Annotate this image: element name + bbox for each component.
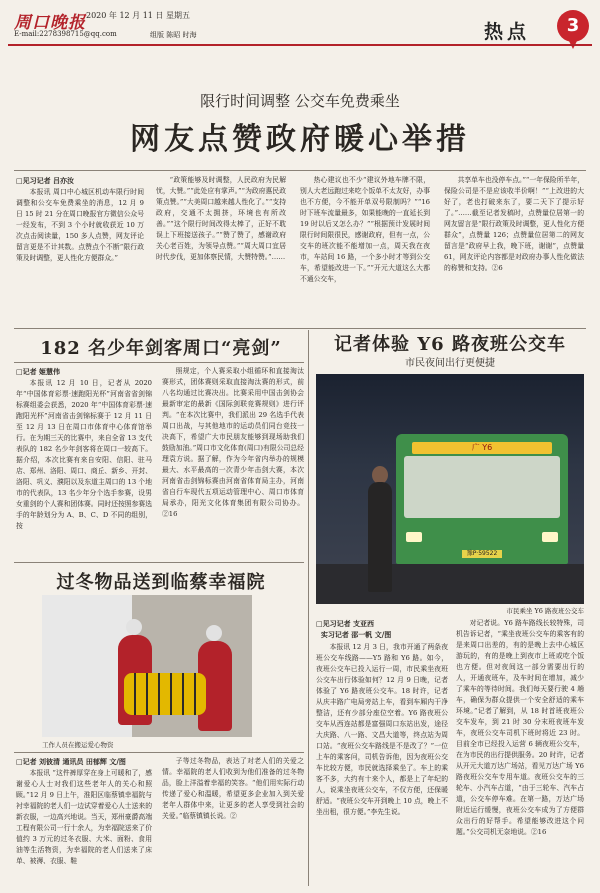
supply-bag bbox=[124, 673, 206, 715]
night-bus-photo bbox=[316, 374, 584, 604]
contact-email: E-mail:2278398715@qq.com bbox=[14, 30, 117, 38]
bus-photo-caption: 市民乘坐 Y6 路夜班公交车 bbox=[506, 607, 584, 615]
lead-col3-text: 热心建议也不少“建议外地车牌不限，别人大老远跑过来吃个饭单不太友好，办事也不方便，今不能开单双号限制吗？”“16 时下班车流量最多，如果能晚的一直延长到 19 时以后又怎么办？”“根据预计发展时间限行时间限很民，感谢政府，但有一点，公交车的班次能不能增加一点，周天我在夜市，车站间 16 路，一个多小时才等到公交车，希望能改进一下。”“开元大道这么大都不通公交车， bbox=[300, 176, 430, 283]
sword-byline: □记者 姬慧伟 bbox=[16, 367, 61, 376]
bus-column-2 bbox=[456, 618, 584, 886]
goods-column-1 bbox=[16, 768, 152, 886]
worker-right-head bbox=[206, 625, 222, 641]
sword-col1-text: 本报讯 12 月 10 日，记者从 2020 年“中国体育彩票·速跑阳光杯”河南省省剑锦标赛组委会获悉，2020 年“中国体育彩票·速跑阳光杯”河南省击剑锦标赛于 12 月 11 日至 12 月 13 日在周口市体育中心体育馆举行。在为期三天的比赛中，来自全省 13 支代表队的 182 名少年剑客将在周口一较高下。据介绍，本次比赛有来自安阳、信阳、驻马店、郑州、洛阳、周口、商丘、新乡、开封、洛阳、巩义、濮阳以及东道主周口的 13 个地市的代表队，13 名少年分个选手参赛，设男女重剑的个人赛和团体赛。同时还按照参赛选手的年龄划分为 A、B、C、D 不同的组别，按 bbox=[16, 379, 152, 530]
goods-byline: □记者 刘彼清 通讯员 田郁辉 文/图 bbox=[16, 757, 126, 766]
lead-kicker: 限行时间调整 公交车免费乘坐 bbox=[200, 92, 400, 110]
lead-col4-text: 共享单车也没停车点。”“一年保险所半年，保险公司是不是应该收半价啊！”“上改进的大好了，老也打破来东了，要二天下了提示好了。”……截至记者发稿时，点赞量位居第一的网友留言是“限行政策及时调整，更人性化方便群众”，点赞量 126；点赞量位居第二的网友留言是“政府早上我，晚下班，谢谢”，点赞量 61，网友评论内容都是对政府办事人性化做法的称赞和支持。②6 bbox=[444, 176, 584, 272]
lead-column-1 bbox=[16, 187, 144, 324]
sword-col2-text: 照规定，个人赛采取小组循环和直接淘汰赛形式，团体赛则采取直接淘汰赛的形式，前八名均通过比赛决出。比赛采用中国击剑协会最新审定的最新《国际剑联竞赛规则》进行评判。“在本次比赛中，我们派出 29 名选手代表周口出战，与其他地市的运动员们同台竞技一决高下，希望广大市民朋友能够到现场助我们鼓励加油。”周口市文化体育(周口)有限公司总经理袁方说。据了解，作为今年省内举办的规模最大、水平最高的一次青少年击剑大赛，本次河南省击剑锦标赛由河南省体育局主办，河南省自行车现代五项运动管理中心、周口市体育局承办，阳光文化体育集团有限公司协办。②16 bbox=[162, 367, 304, 518]
lead-byline: □见习记者 吕亦汝 bbox=[16, 176, 75, 185]
section-divider bbox=[14, 328, 586, 329]
goods-headline: 过冬物品送到临蔡幸福院 bbox=[56, 572, 266, 593]
issue-date: 2020 年 12 月 11 日 星期五 bbox=[86, 11, 190, 20]
lead-column-3 bbox=[300, 175, 430, 324]
headlight-right bbox=[542, 532, 558, 542]
page-number-badge: 3 bbox=[557, 10, 589, 42]
bus-route-sign: 广 Y6 bbox=[412, 442, 552, 454]
sword-divider bbox=[14, 362, 304, 363]
goods-photo bbox=[42, 595, 252, 737]
bus-byline: □见习记者 支亚西 实习记者 邵一帆 文/图 bbox=[316, 619, 392, 639]
sword-bottom-divider bbox=[14, 562, 304, 563]
headlight-left bbox=[406, 532, 422, 542]
goods-col1-text: 本报讯 “这件裤厚穿在身上可暖和了，感谢爱心人士对我们这些老年人的关心和照顾。”12 月 9 日上午，淮阳区临蔡镇幸福院与衬幸福院的老人们一边试穿着爱心人士送来的新衣服，一边高兴地说。当天，郑州豪爵高端工程有限公司一行十余人，为幸福院送来了价值约 3 万元的过冬衣服、大米、面粉、食用油等生活物资，为幸福院的老人们送来了床单、被褥、衣服、鞋 bbox=[16, 769, 152, 865]
section-title: 热点 bbox=[484, 21, 531, 43]
editors-line: 组版 陈昭 时海 bbox=[150, 31, 197, 39]
goods-column-2 bbox=[162, 756, 304, 886]
goods-divider bbox=[14, 752, 304, 753]
road-shape bbox=[316, 564, 584, 604]
newspaper-logo: 周口晚报 bbox=[14, 13, 86, 33]
license-plate: 豫P·59522 bbox=[462, 550, 502, 558]
passenger-figure bbox=[368, 482, 392, 592]
bus-kicker: 市民夜间出行更便捷 bbox=[405, 358, 495, 369]
bus-headline: 记者体验 Y6 路夜班公交车 bbox=[334, 334, 566, 355]
lead-col2-text: “政策能够及时调整，人民政府为民解忧，大赞。”“此处应有掌声。”“为政府惠民政策点赞。”“大美周口越来越人性化了。”“支持政府，交通不太拥挤，环境也有所改善。”“这个限行时间改得太棒了，正好不耽误上下班接送孩子。”“赞了赞了，感谢政府关心老百姓，为领导点赞。”“周大周口宜居时代步伐，更加体察民情，大赞特赞。”…… bbox=[156, 176, 286, 261]
goods-photo-caption: 工作人员在搬运爱心物资 bbox=[42, 741, 114, 749]
lead-column-4 bbox=[444, 175, 584, 324]
lead-headline: 网友点赞政府暖心举措 bbox=[130, 122, 470, 157]
bus-column-1 bbox=[316, 642, 448, 886]
bus-illustration bbox=[396, 434, 568, 564]
worker-left-head bbox=[126, 619, 142, 635]
sword-column-2 bbox=[162, 366, 304, 558]
lead-column-2 bbox=[156, 175, 286, 324]
lead-divider bbox=[14, 170, 586, 171]
bus-col2-text: 对记者说。Y6 路车路线长较特殊，司机告诉记者，“乘坐夜班公交车的乘客有的是来周口出差的，有的是晚上去中心城区游玩的，有的是晚上到夜市上班或吃个饭也方便。但对夜间这一部分需要出行的人，开通夜班车，及车时间在增加，减少了乘车的等待时间。我们每天要行驶 4 趟车，确保为群众提供一个安全舒适的乘车环境。”记者了解到，从 18 时首班夜班公交车发车，到 21 时 30 分末班夜班车发车，夜班公交车司机下班时将近 23 时。目前全市已经投入运营 6 辆夜班公交车，在为市民的出行提供服务。20 时许，记者从开元大道万达广场站，看见万达广场 Y6 路夜班公交车专用车道。夜班公交车的三轮车、小汽车占道，“由于三轮车、汽车占道，公交车停车难。在第一路，万达广场附近运行缓慢，夜班公交车成为了方便群众出行的好帮手。希望能够改进这个问题。”公交司机无奈地说。②16 bbox=[456, 619, 584, 836]
lead-col1-text: 本报讯 周口中心城区机动车限行时间调整和公交车免费乘坐的消息，12 月 9 日 15 时 21 分在周口晚报官方微信公众号一经发布，不到 3 个小时就收获近 10 万次点击阅读量，150 多人点赞，网友评论留言更是不计其数。点赞点个不断“限行政策及时调整，更人性化方便群众。” bbox=[16, 188, 144, 262]
goods-col2-text: 子等过冬物品，表达了对老人们的关爱之情。幸福院的老人们收到为他们准备的过冬物品，脸上洋溢着幸福的笑容。“他们用实际行动传递了爱心和温暖，希望更多企业加入到关爱老年人群体中来，让更多的老人享受到社会的关爱。”临蔡镇镇长说。② bbox=[162, 757, 304, 820]
bus-col1-text: 本报讯 12 月 3 日，我市开通了两条夜班公交车线路——Y5 路和 Y6 路。如今，夜班公交车已投入运行一周，市民乘坐夜班公交车出行体验如何？12 月 9 日晚，记者体验了 Y6 路夜班公交车。18 时许，记者从庆丰路广电局旁站上车，看到车厢内干净整洁，还有少部分座位空着。Y6 路夜班公交车从西连站都是富强周口东站出发，途径大庆路、八一路、文昌大道等，终点站为周口站。“夜班公交车路线是不是改了？”一位上车的乘客问，司机告诉他，因为夜班公交车比较方便，市民就选择乘坐了。车上的乘客不多，大约有十来个人，都是上了年纪的人，说乘坐夜班公交车，不仅方便，还保暖舒适。“夜班公交车开到晚上 10 点，晚上不坐出租，很方便。”李先生说。 bbox=[316, 643, 448, 816]
header-divider bbox=[8, 44, 592, 46]
sword-headline: 182 名少年剑客周口“亮剑” bbox=[40, 338, 282, 359]
bus-windshield bbox=[404, 456, 560, 518]
sword-column-1 bbox=[16, 378, 152, 558]
column-separator bbox=[308, 330, 309, 886]
